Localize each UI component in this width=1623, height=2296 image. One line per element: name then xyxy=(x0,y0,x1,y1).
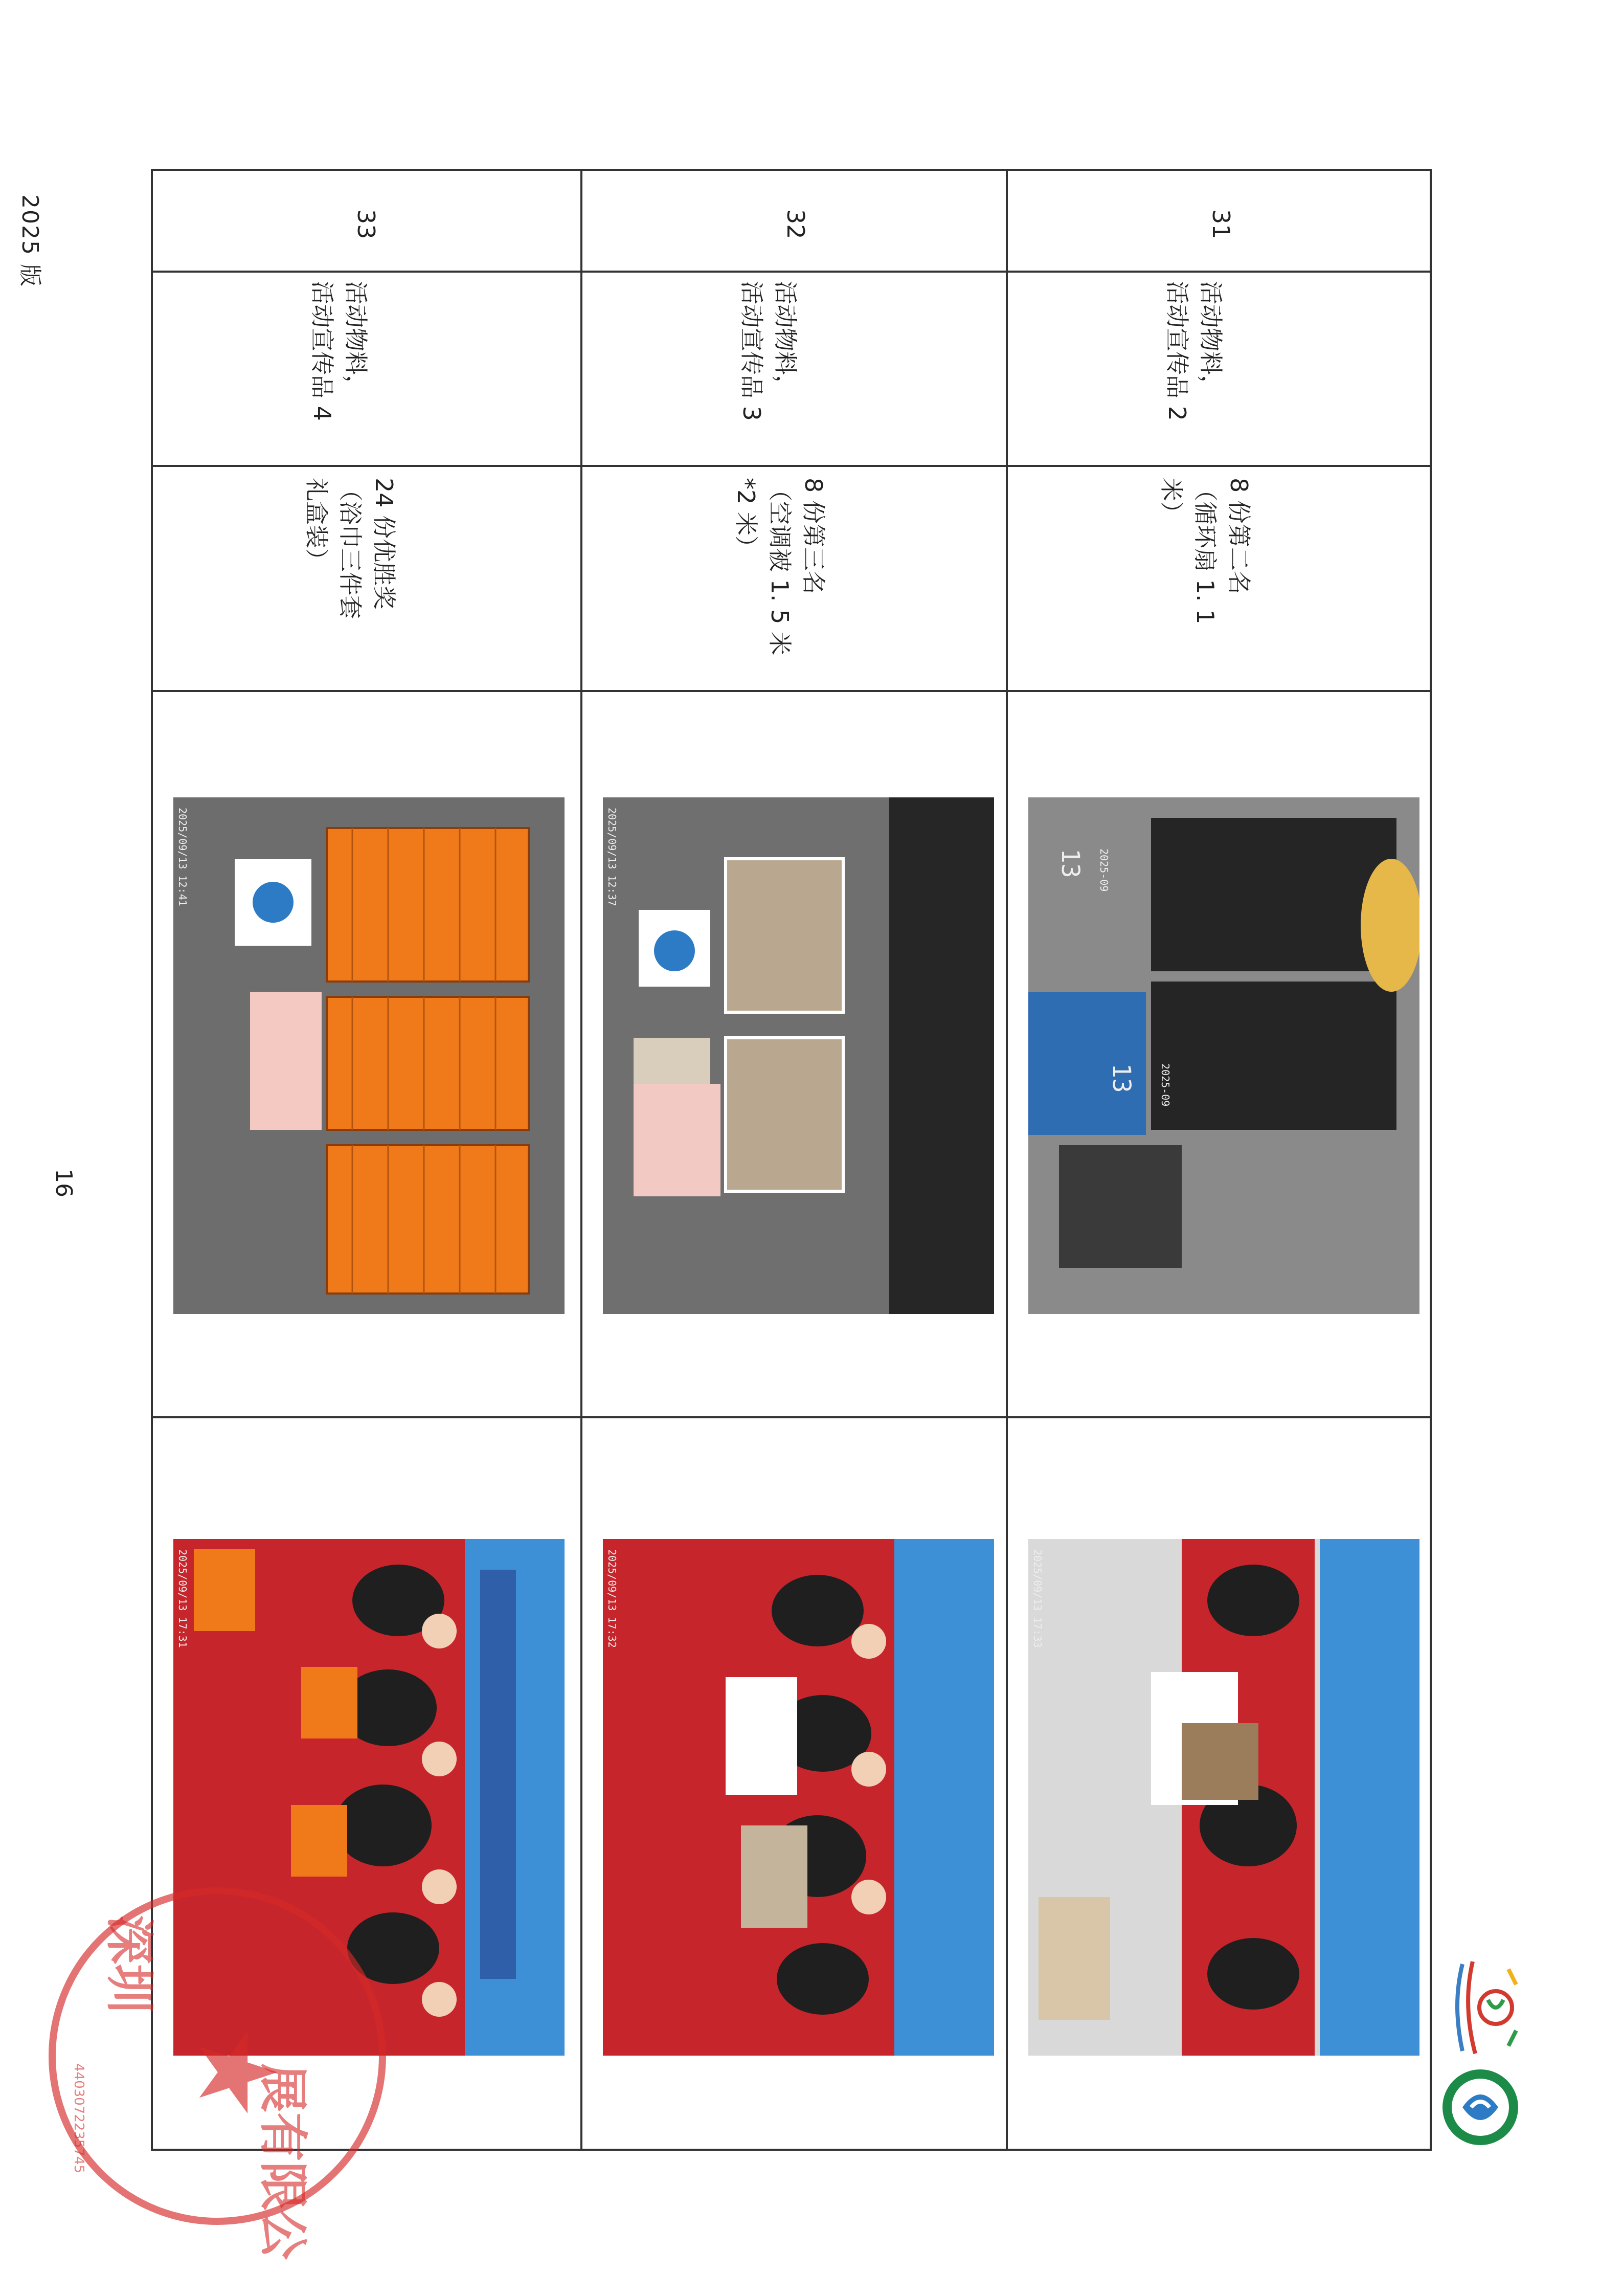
row-33-award-photo-stamp: 2025/09/13 17:31 xyxy=(176,1549,189,1648)
row-31-description: 8 份第二名 （循环扇 1. 1 米） xyxy=(1158,478,1253,625)
row-31-photo-stamp-day-b: 13 xyxy=(1056,849,1085,878)
row-33-description: 24 份优胜奖 （浴巾三件套 礼盒装） xyxy=(303,478,398,619)
community-logo xyxy=(1439,2066,1521,2148)
page-number: 16 xyxy=(51,1169,77,1197)
row-33-gift-photo xyxy=(173,797,565,1314)
edition-label: 2025 版 xyxy=(17,194,43,287)
row-32-gift-photo xyxy=(603,797,994,1314)
row-31-award-photo-stamp: 2025/09/13 17:33 xyxy=(1031,1549,1044,1648)
seal-number: 4403072235745 xyxy=(71,2063,86,2174)
row-31-award-photo xyxy=(1028,1539,1419,2056)
seal-star-icon: ★ xyxy=(174,2024,300,2121)
row-32-award-photo xyxy=(603,1539,994,2056)
row-33-index: 33 xyxy=(352,209,380,239)
row-32-description: 8 份第三名 （空调被 1. 5 米 *2 米） xyxy=(732,478,827,656)
row-32-index: 32 xyxy=(782,209,809,239)
row-32-gift-photo-stamp: 2025/09/13 12:37 xyxy=(606,808,618,906)
row-31-category: 活动物料， 活动宣传品 2 xyxy=(1163,281,1225,421)
row-31-photo-stamp-date-b: 2025-09 xyxy=(1098,849,1110,892)
company-seal xyxy=(49,1887,386,2260)
row-31-gift-photo xyxy=(1028,797,1419,1314)
row-32 xyxy=(580,171,1008,2149)
materials-table xyxy=(151,169,1432,2151)
row-33-category: 活动物料， 活动宣传品 4 xyxy=(308,281,370,421)
row-32-award-photo-stamp: 2025/09/13 17:32 xyxy=(606,1549,618,1648)
seal-text-b: 展有限公 xyxy=(254,2063,311,2260)
row-31-photo-stamp-day-a: 13 xyxy=(1107,1063,1136,1093)
seal-text-a: 深圳 xyxy=(101,1915,158,2013)
row-31-photo-stamp-date-a: 2025-09 xyxy=(1159,1063,1171,1107)
volunteer-logo xyxy=(1447,1954,1524,2061)
row-32-category: 活动物料， 活动宣传品 3 xyxy=(738,281,799,421)
row-33 xyxy=(153,171,582,2149)
row-31 xyxy=(1006,171,1434,2149)
row-33-gift-photo-stamp: 2025/09/13 12:41 xyxy=(176,808,189,906)
row-31-index: 31 xyxy=(1207,209,1235,239)
